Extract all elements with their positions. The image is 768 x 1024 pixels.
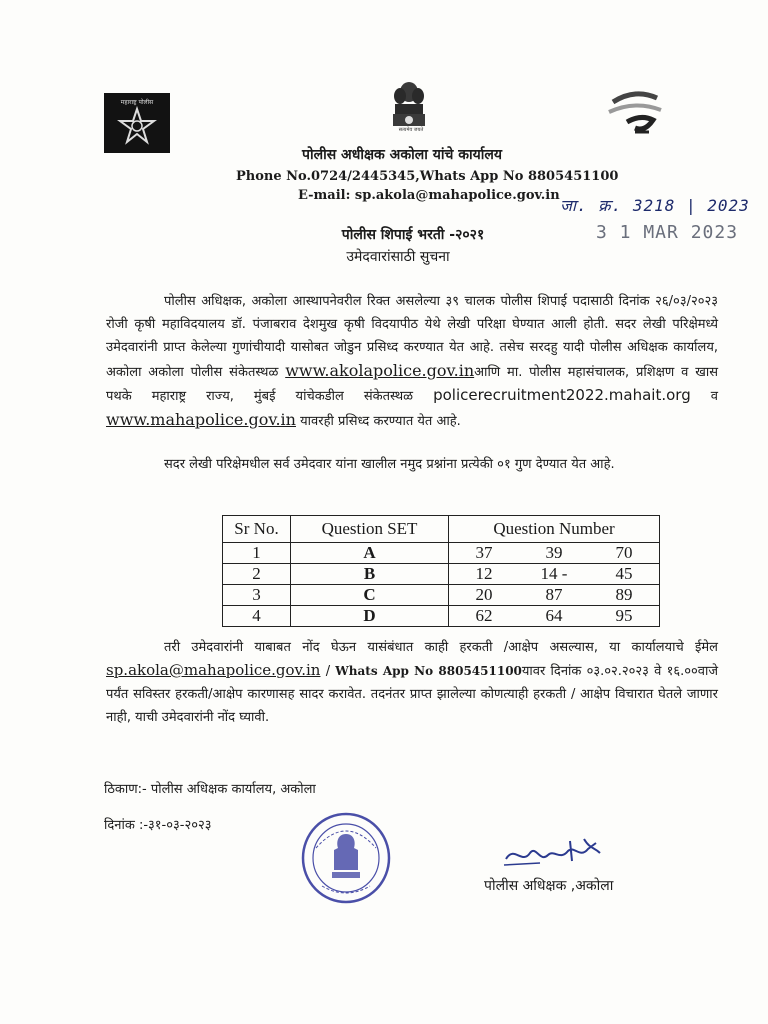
signature (500, 835, 620, 875)
date-stamp: 3 1 MAR 2023 (596, 222, 739, 243)
subject-subtitle: उमेदवारांसाठी सुचना (346, 249, 450, 265)
email-line: E-mail: sp.akola@mahapolice.gov.in (298, 188, 560, 203)
table-cell-question: 95 (589, 606, 660, 627)
email-link[interactable]: sp.akola@mahapolice.gov.in (106, 661, 321, 679)
table-cell-question: 62 (449, 606, 520, 627)
question-marks-table (222, 515, 660, 627)
paragraph1-text-d: यावरही प्रसिध्द करण्यात येत आहे. (300, 414, 461, 429)
notice-paragraph-3 (106, 636, 718, 729)
table-row (223, 564, 660, 585)
signatory-name: पोलीस अधिक्षक ,अकोला (484, 878, 614, 894)
table-cell-question: 87 (519, 585, 589, 606)
paragraph3-text-c: यावर दिनांक ०३.०२.२०२३ वे १६.००वाजे पर्यंत सविस्तर हरकती/आक्षेप कारणासह सादर करावेत. तदनंतर प्राप्त झालेल्या कोणत्याही हरकती / आक्षेप विचारात घेतले जाणार नाही, याची उमेदवारांनी नोंद घ्यावी. (106, 664, 718, 725)
table-header-set: Question SET (291, 516, 449, 543)
table-row (223, 606, 660, 627)
table-cell-sr: 3 (223, 585, 291, 606)
table-cell-question: 64 (519, 606, 589, 627)
date-line: दिनांक :-३१-०३-२०२३ (104, 818, 212, 833)
maharashtra-police-logo (104, 93, 170, 153)
paragraph3-separator: / (325, 664, 331, 679)
table-row (223, 543, 660, 564)
national-emblem-icon (389, 78, 429, 134)
paragraph1-text-a: पोलीस अधिक्षक, अकोला आस्थापनेवरील रिक्त असलेल्या ३९ चालक पोलीस शिपाई पदासाठी दिनांक २६/०३/२०२३ रोजी कृषी महाविदयालय डॉ. पंजाबराव देशमुख कृषी विदयापीठ येथे लेखी परिक्षा घेण्यात आली होती. सदर लेखी परिक्षेमध्ये उमेदवारांनी प्राप्त केलेल्या गुणांचीयादी यासोबत जोडुन प्रसिध्द करण्यात येत आहे. तसेच सरदहु यादी पोलीस अधिक्षक कार्यालय, अकोला अकोला पोलीस संकेतस्थळ (106, 294, 718, 380)
table-header-sr: Sr No. (223, 516, 291, 543)
place-line: ठिकाण:- पोलीस अधिक्षक कार्यालय, अकोला (104, 782, 316, 797)
recruitment-website-link[interactable]: policerecruitment2022.mahait.org (433, 386, 691, 404)
table-header-question-number: Question Number (449, 516, 660, 543)
paragraph1-text-b: आणि मा. पोलीस महासंचालक, प्रशिक्षण व खास पथके महाराष्ट्र राज्य, मुंबई यांचेकडील संकेतस्थळ (106, 365, 718, 404)
table-cell-sr: 4 (223, 606, 291, 627)
paragraph3-text-a: तरी उमेदवारांनी याबाबत नोंद घेऊन यासंबंधात काही हरकती /आक्षेप असल्यास, या कार्यालयाचे ईमेल (164, 640, 718, 655)
paragraph2-text: सदर लेखी परिक्षेमधील सर्व उमेदवार यांना खालील नमुद प्रश्नांना प्रत्येकी ०१ गुण देण्यात येत आहे. (164, 457, 615, 472)
reference-number: जा. क्र. 3218 | 2023 (560, 196, 750, 215)
left-logo-text: महाराष्ट्र पोलीस (120, 99, 154, 106)
police-star-icon (117, 106, 157, 146)
table-cell-set: B (291, 564, 449, 585)
notice-paragraph-2 (106, 453, 718, 476)
akola-police-website-link[interactable]: www.akolapolice.gov.in (285, 361, 475, 380)
table-cell-question: 14 - (519, 564, 589, 585)
table-cell-sr: 2 (223, 564, 291, 585)
table-cell-set: D (291, 606, 449, 627)
table-row (223, 585, 660, 606)
emblem-caption: सत्यमेव जयते (398, 127, 424, 133)
office-title: पोलीस अधीक्षक अकोला यांचे कार्यालय (302, 147, 502, 163)
table-cell-set: C (291, 585, 449, 606)
table-cell-question: 89 (589, 585, 660, 606)
table-cell-question: 20 (449, 585, 520, 606)
mahapolice-website-link[interactable]: www.mahapolice.gov.in (106, 410, 296, 429)
department-logo-icon (605, 88, 667, 150)
phone-line: Phone No.0724/2445345,Whats App No 8805451100 (236, 169, 619, 184)
table-cell-question: 70 (589, 543, 660, 564)
table-cell-sr: 1 (223, 543, 291, 564)
subject-block (298, 224, 528, 268)
table-cell-set: A (291, 543, 449, 564)
office-seal-stamp (300, 812, 392, 904)
table-cell-question: 37 (449, 543, 520, 564)
whatsapp-number: Whats App No 8805451100 (335, 664, 522, 678)
table-cell-question: 12 (449, 564, 520, 585)
paragraph1-text-c: व (710, 389, 718, 404)
notice-paragraph-1 (106, 290, 718, 433)
table-header-row (223, 516, 660, 543)
table-cell-question: 39 (519, 543, 589, 564)
table-cell-question: 45 (589, 564, 660, 585)
subject-title: पोलीस शिपाई भरती -२०२१ (341, 227, 485, 243)
